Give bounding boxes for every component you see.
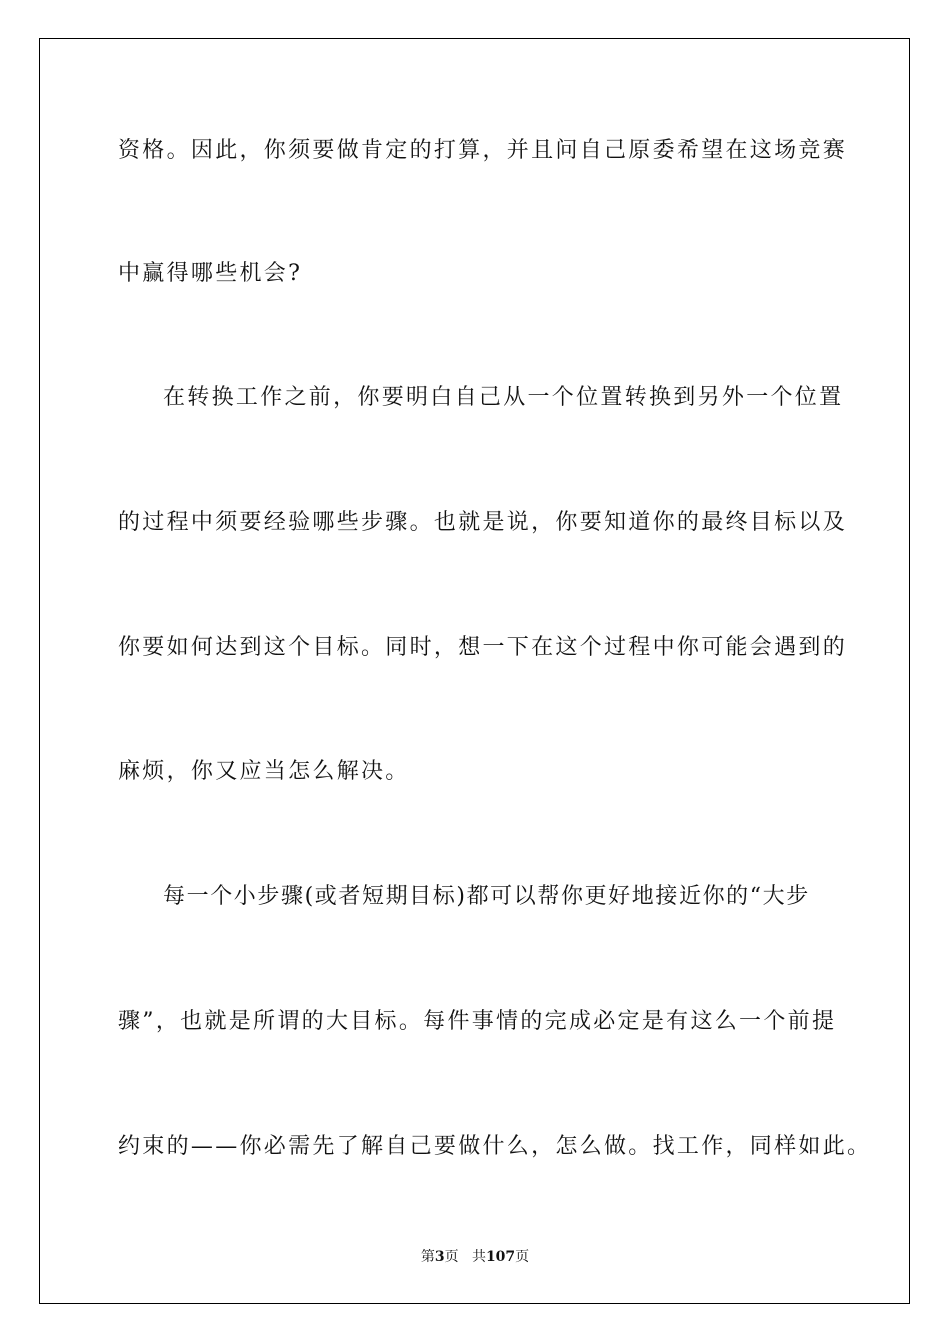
page-prefix: 第 — [420, 1249, 435, 1265]
total-prefix: 共 — [471, 1249, 486, 1265]
text-line-7: 每一个小步骤(或者短期目标)都可以帮你更好地接近你的“大步 — [163, 884, 810, 909]
text-line-2: 中赢得哪些机会? — [118, 261, 303, 286]
text-line-1: 资格。因此，你须要做肯定的打算，并且问自己原委希望在这场竞赛 — [118, 138, 848, 163]
text-line-3: 在转换工作之前，你要明白自己从一个位置转换到另外一个位置 — [163, 385, 844, 410]
page-number: 3 — [434, 1249, 445, 1265]
page-suffix: 页 — [444, 1249, 459, 1265]
text-line-9: 约束的——你必需先了解自己要做什么，怎么做。找工作，同样如此。 — [118, 1134, 872, 1159]
text-line-5: 你要如何达到这个目标。同时，想一下在这个过程中你可能会遇到的 — [118, 635, 848, 660]
text-line-8: 骤”，也就是所谓的大目标。每件事情的完成必定是有这么一个前提 — [118, 1009, 837, 1034]
text-line-6: 麻烦，你又应当怎么解决。 — [118, 759, 410, 784]
page-border — [39, 38, 910, 1304]
text-line-4: 的过程中须要经验哪些步骤。也就是说，你要知道你的最终目标以及 — [118, 510, 848, 535]
total-suffix: 页 — [515, 1249, 530, 1265]
total-pages: 107 — [485, 1249, 516, 1265]
page-footer — [0, 1248, 950, 1266]
